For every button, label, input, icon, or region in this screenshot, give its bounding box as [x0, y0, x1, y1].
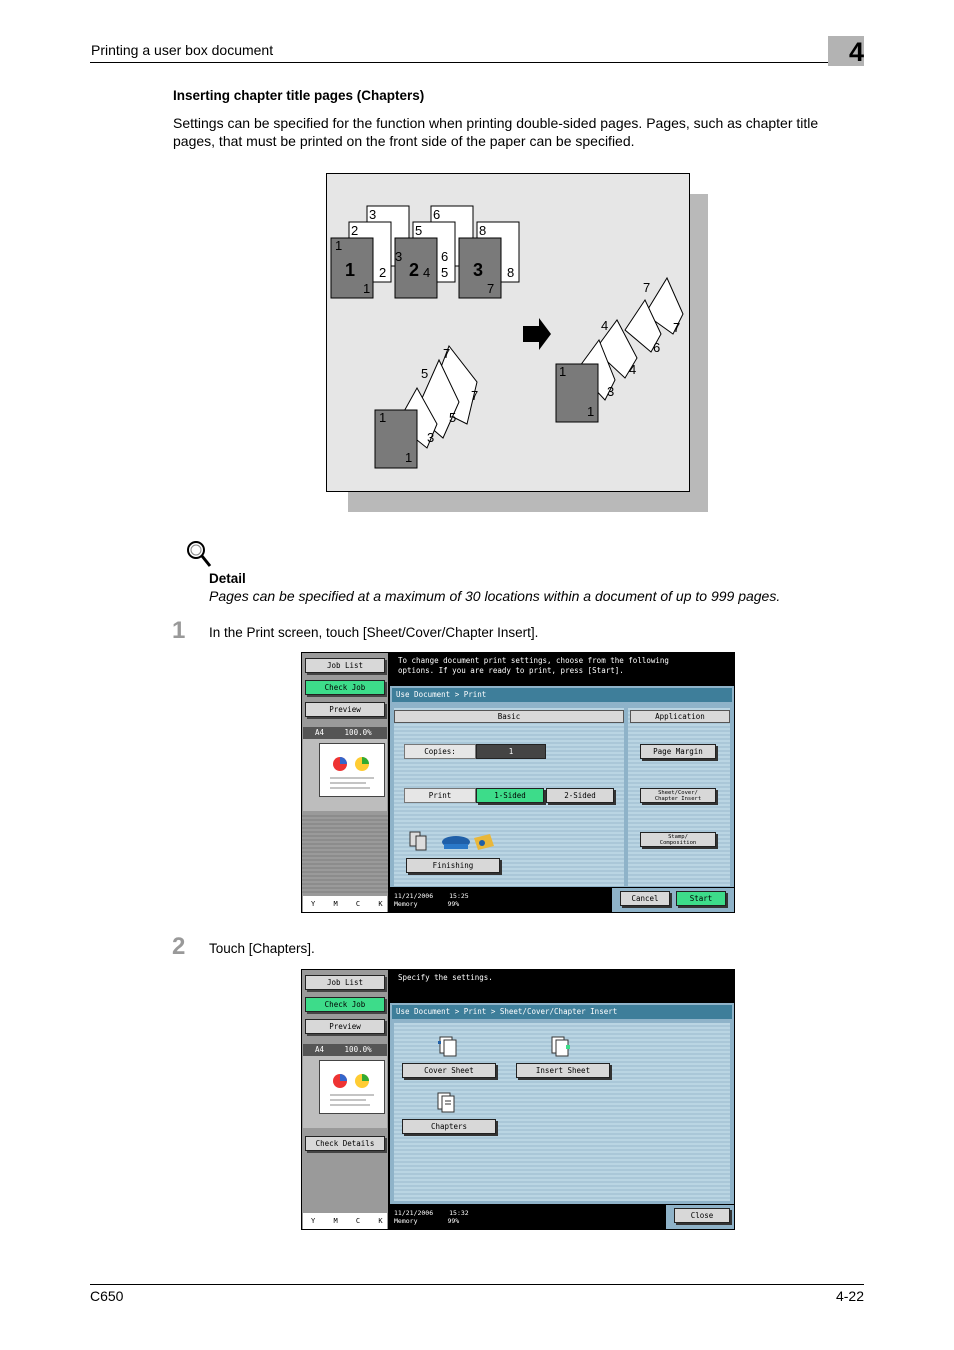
svg-text:1: 1 [335, 238, 343, 253]
left-panel [302, 970, 388, 1229]
paper-size: A4 [315, 728, 325, 737]
memory-label: Memory [394, 1217, 418, 1225]
tab-application[interactable]: Application [630, 710, 730, 723]
job-list-button[interactable]: Job List [305, 975, 385, 990]
step-2-text: Touch [Chapters]. [209, 941, 315, 956]
svg-text:6: 6 [653, 340, 661, 355]
message-bar: To change document print settings, choose from the following options. If you are ready to print, press [Start]. [390, 653, 734, 683]
chapter-mark-2: 2 [409, 260, 420, 280]
detail-text: Pages can be specified at a maximum of 30 locations within a document of up to 999 pages. [209, 588, 781, 604]
one-sided-button[interactable]: 1-Sided [476, 788, 544, 803]
header-rule [90, 62, 864, 63]
insert-sheet-button[interactable]: Insert Sheet [516, 1063, 610, 1078]
breadcrumb: Use Document > Print > Sheet/Cover/Chapter Insert [392, 1005, 732, 1019]
page-margin-button[interactable]: Page Margin [640, 744, 716, 759]
memory-value: 99% [447, 1217, 460, 1225]
page-thumbnail [319, 743, 385, 797]
svg-text:3: 3 [369, 207, 377, 222]
sheet-cover-chapter-screen [301, 969, 735, 1230]
svg-text:6: 6 [433, 207, 441, 222]
status-bar [390, 888, 610, 912]
toner-levels: Y M C K [303, 896, 387, 912]
preview-thumbnail-area [303, 727, 387, 811]
svg-text:2: 2 [351, 223, 359, 238]
print-label: Print [404, 788, 476, 803]
chapter-mark-1: 1 [345, 260, 356, 280]
chapter-diagram [326, 173, 690, 492]
step-1-text: In the Print screen, touch [Sheet/Cover/Chapter Insert]. [209, 625, 539, 640]
message-bar: Specify the settings. [390, 970, 734, 1000]
preview-button[interactable]: Preview [305, 1019, 385, 1034]
finishing-icons [408, 828, 498, 854]
zoom-level: 100.0% [344, 728, 372, 737]
toner-levels: Y M C K [303, 1213, 387, 1229]
job-list-button[interactable]: Job List [305, 658, 385, 673]
status-date: 11/21/2006 [394, 892, 434, 900]
check-details-button[interactable]: Check Details [305, 1136, 385, 1151]
preview-button[interactable]: Preview [305, 702, 385, 717]
two-sided-button[interactable]: 2-Sided [546, 788, 614, 803]
magnifier-icon [186, 540, 212, 568]
svg-text:4: 4 [423, 265, 431, 280]
page-thumbnail [319, 1060, 385, 1114]
footer-rule [90, 1284, 864, 1285]
footer-model: C650 [90, 1288, 124, 1304]
print-screen [301, 652, 735, 913]
svg-text:6: 6 [441, 249, 449, 264]
main-area [390, 1003, 734, 1204]
detail-label: Detail [209, 571, 246, 586]
chapters-button[interactable]: Chapters [402, 1119, 496, 1134]
status-date: 11/21/2006 [394, 1209, 434, 1217]
running-header: Printing a user box document [91, 42, 274, 58]
diagram-svg [327, 174, 689, 491]
svg-text:2: 2 [379, 265, 387, 280]
svg-text:1: 1 [559, 364, 567, 379]
main-area [390, 686, 734, 887]
memory-label: Memory [394, 900, 418, 908]
svg-text:1: 1 [587, 404, 595, 419]
status-bar [390, 1205, 610, 1229]
check-job-button[interactable]: Check Job [305, 997, 385, 1012]
svg-text:8: 8 [507, 265, 515, 280]
svg-text:7: 7 [673, 320, 681, 335]
svg-text:8: 8 [479, 223, 487, 238]
cancel-button[interactable]: Cancel [620, 891, 670, 906]
stamp-composition-button[interactable]: Stamp/ Composition [640, 832, 716, 847]
copies-label: Copies: [404, 744, 476, 759]
cover-sheet-button[interactable]: Cover Sheet [402, 1063, 496, 1078]
chapter-mark-3: 3 [473, 260, 484, 280]
svg-text:7: 7 [471, 388, 479, 403]
section-title: Inserting chapter title pages (Chapters) [173, 88, 425, 103]
insert-sheet-icon [550, 1035, 574, 1059]
finishing-button[interactable]: Finishing [406, 858, 500, 873]
step-2-number: 2 [172, 933, 186, 960]
svg-text:7: 7 [487, 281, 495, 296]
svg-text:1: 1 [363, 281, 371, 296]
memory-value: 99% [447, 900, 460, 908]
start-button[interactable]: Start [676, 891, 726, 906]
preview-thumbnail-area [303, 1044, 387, 1128]
tab-basic[interactable]: Basic [394, 710, 624, 723]
svg-text:5: 5 [421, 366, 429, 381]
svg-text:7: 7 [443, 346, 451, 361]
left-panel [302, 653, 388, 912]
svg-text:5: 5 [449, 410, 457, 425]
close-button[interactable]: Close [674, 1208, 730, 1223]
step-1-number: 1 [172, 617, 186, 644]
svg-text:5: 5 [415, 223, 423, 238]
check-job-button[interactable]: Check Job [305, 680, 385, 695]
breadcrumb: Use Document > Print [392, 688, 732, 702]
svg-text:3: 3 [395, 249, 403, 264]
svg-text:1: 1 [379, 410, 387, 425]
chapters-icon [436, 1091, 460, 1115]
footer-page: 4-22 [835, 1288, 864, 1304]
svg-text:7: 7 [643, 280, 651, 295]
svg-text:1: 1 [405, 450, 413, 465]
paper-size: A4 [315, 1045, 325, 1054]
svg-text:3: 3 [427, 430, 435, 445]
copies-value: 1 [476, 744, 546, 759]
zoom-level: 100.0% [344, 1045, 372, 1054]
section-body: Settings can be specified for the function when printing double-sided pages. Pages, such as chapter title pages, that must be printed on the front side of the paper can be specified. [173, 115, 819, 149]
status-time: 15:32 [449, 1209, 469, 1217]
status-time: 15:25 [449, 892, 469, 900]
sheet-cover-chapter-insert-button[interactable]: Sheet/Cover/ Chapter Insert [640, 788, 716, 803]
svg-text:5: 5 [441, 265, 449, 280]
cover-sheet-icon [436, 1035, 460, 1059]
chapter-number: 4 [848, 37, 864, 67]
svg-text:4: 4 [601, 318, 609, 333]
svg-text:4: 4 [629, 362, 637, 377]
svg-text:3: 3 [607, 384, 615, 399]
